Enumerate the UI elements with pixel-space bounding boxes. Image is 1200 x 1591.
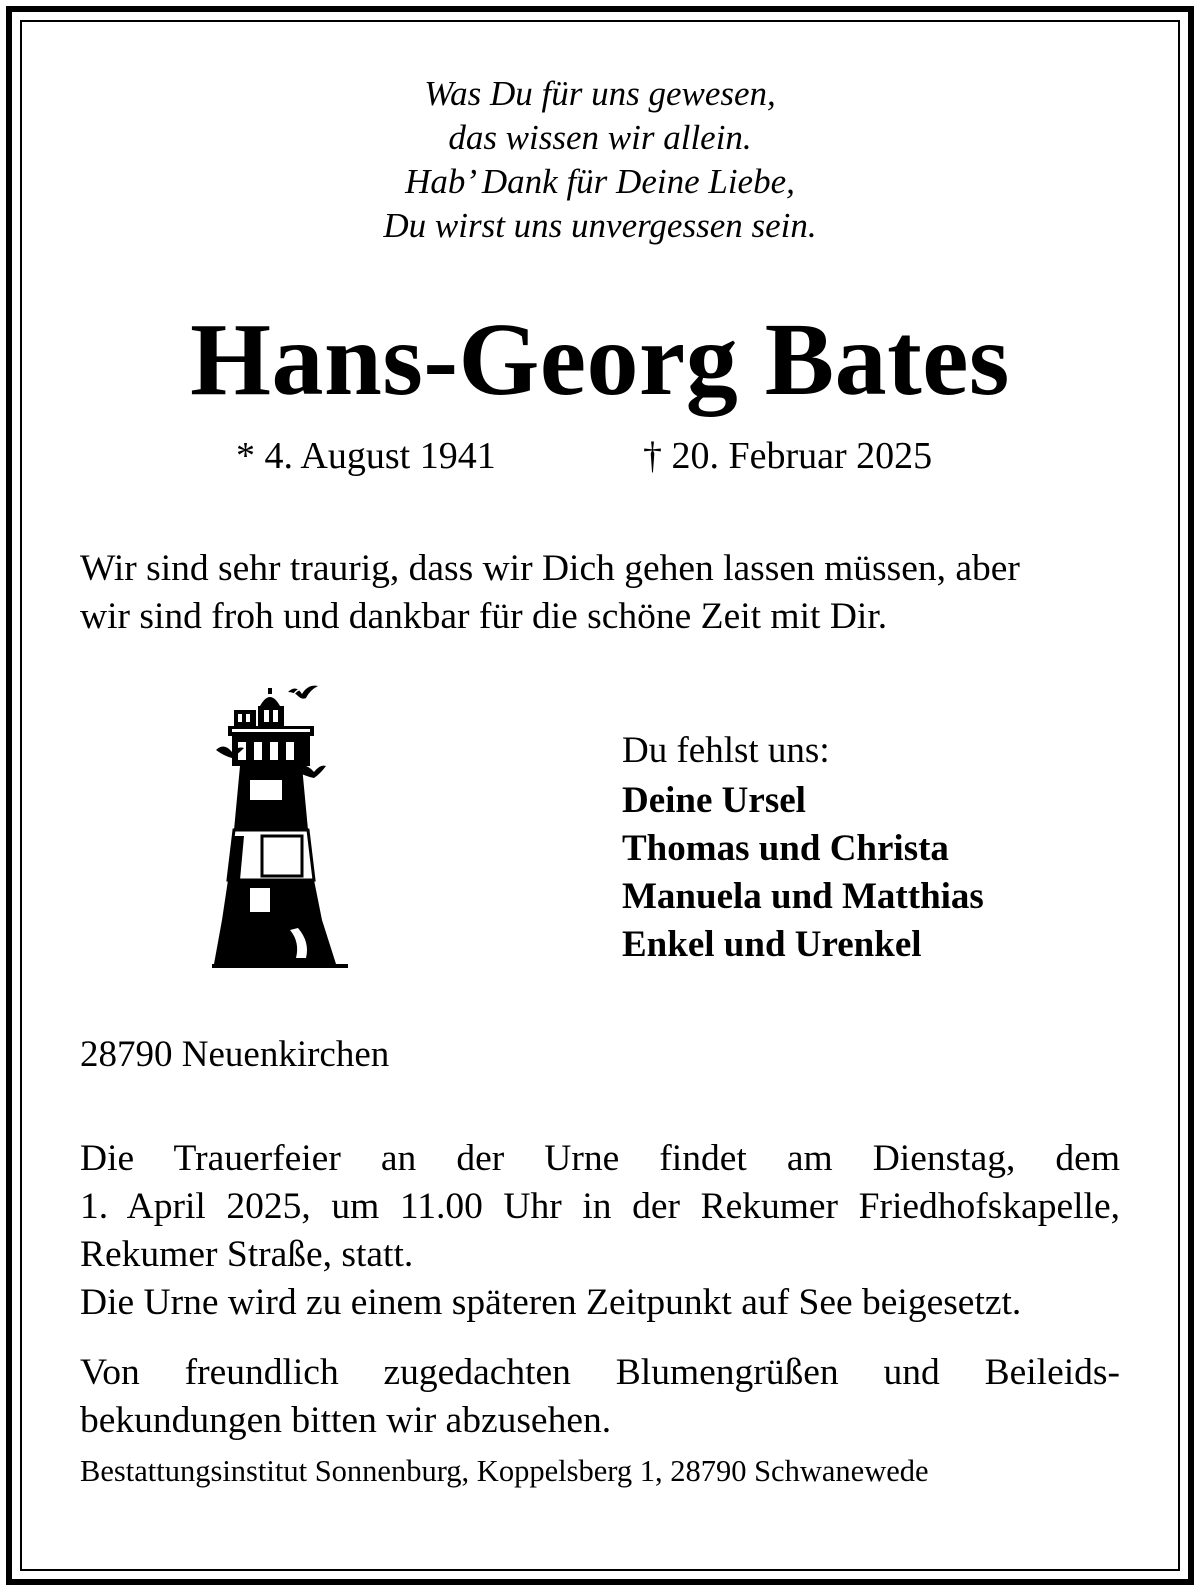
funeral-home: Bestattungsinstitut Sonnenburg, Koppelsberg 1, 28790 Schwanewede [80,1454,929,1488]
burial-note: Die Urne wird zu einem späteren Zeitpunkt auf See beigesetzt. [80,1282,1022,1323]
birth-date: * 4. August 1941 [236,435,496,477]
poem-line: das wissen wir allein. [448,118,752,157]
mourners-lead: Du fehlst uns: [622,730,830,771]
poem-line: Du wirst uns unvergessen sein. [383,206,817,245]
poem-line: Was Du für uns gewesen, [424,74,776,113]
flowers-line: bekundungen bitten wir abzusehen. [80,1400,612,1441]
death-date: † 20. Februar 2025 [643,435,933,477]
ceremony-line: 1. April 2025, um 11.00 Uhr in der Rekumer Friedhofskapelle, [80,1186,1120,1227]
poem [0,72,1200,248]
mourner-name: Enkel und Urenkel [622,924,922,965]
ceremony-line: Rekumer Straße, statt. [80,1234,414,1275]
poem-line: Hab’ Dank für Deine Liebe, [405,162,795,201]
mourners-block [622,727,984,969]
lighthouse-with-seagulls-icon [210,680,350,980]
ceremony-text [80,1135,1120,1279]
ceremony-line: Die Trauerfeier an der Urne findet am Dienstag, dem [80,1138,1120,1179]
deceased-name: Hans-Georg Bates [190,302,1010,417]
flowers-line: Von freundlich zugedachten Blumengrüßen und Beileids- [80,1352,1120,1393]
mourner-name: Manuela und Matthias [622,876,984,917]
flowers-note [80,1349,1120,1445]
inner-border [20,20,1180,1571]
intro-line: wir sind froh und dankbar für die schöne Zeit mit Dir. [80,596,888,637]
mourner-name: Deine Ursel [622,780,806,821]
location: 28790 Neuenkirchen [80,1034,390,1075]
intro-line: Wir sind sehr traurig, dass wir Dich gehen lassen müssen, aber [80,548,1020,589]
intro-text [80,545,1120,641]
mourner-name: Thomas und Christa [622,828,949,869]
